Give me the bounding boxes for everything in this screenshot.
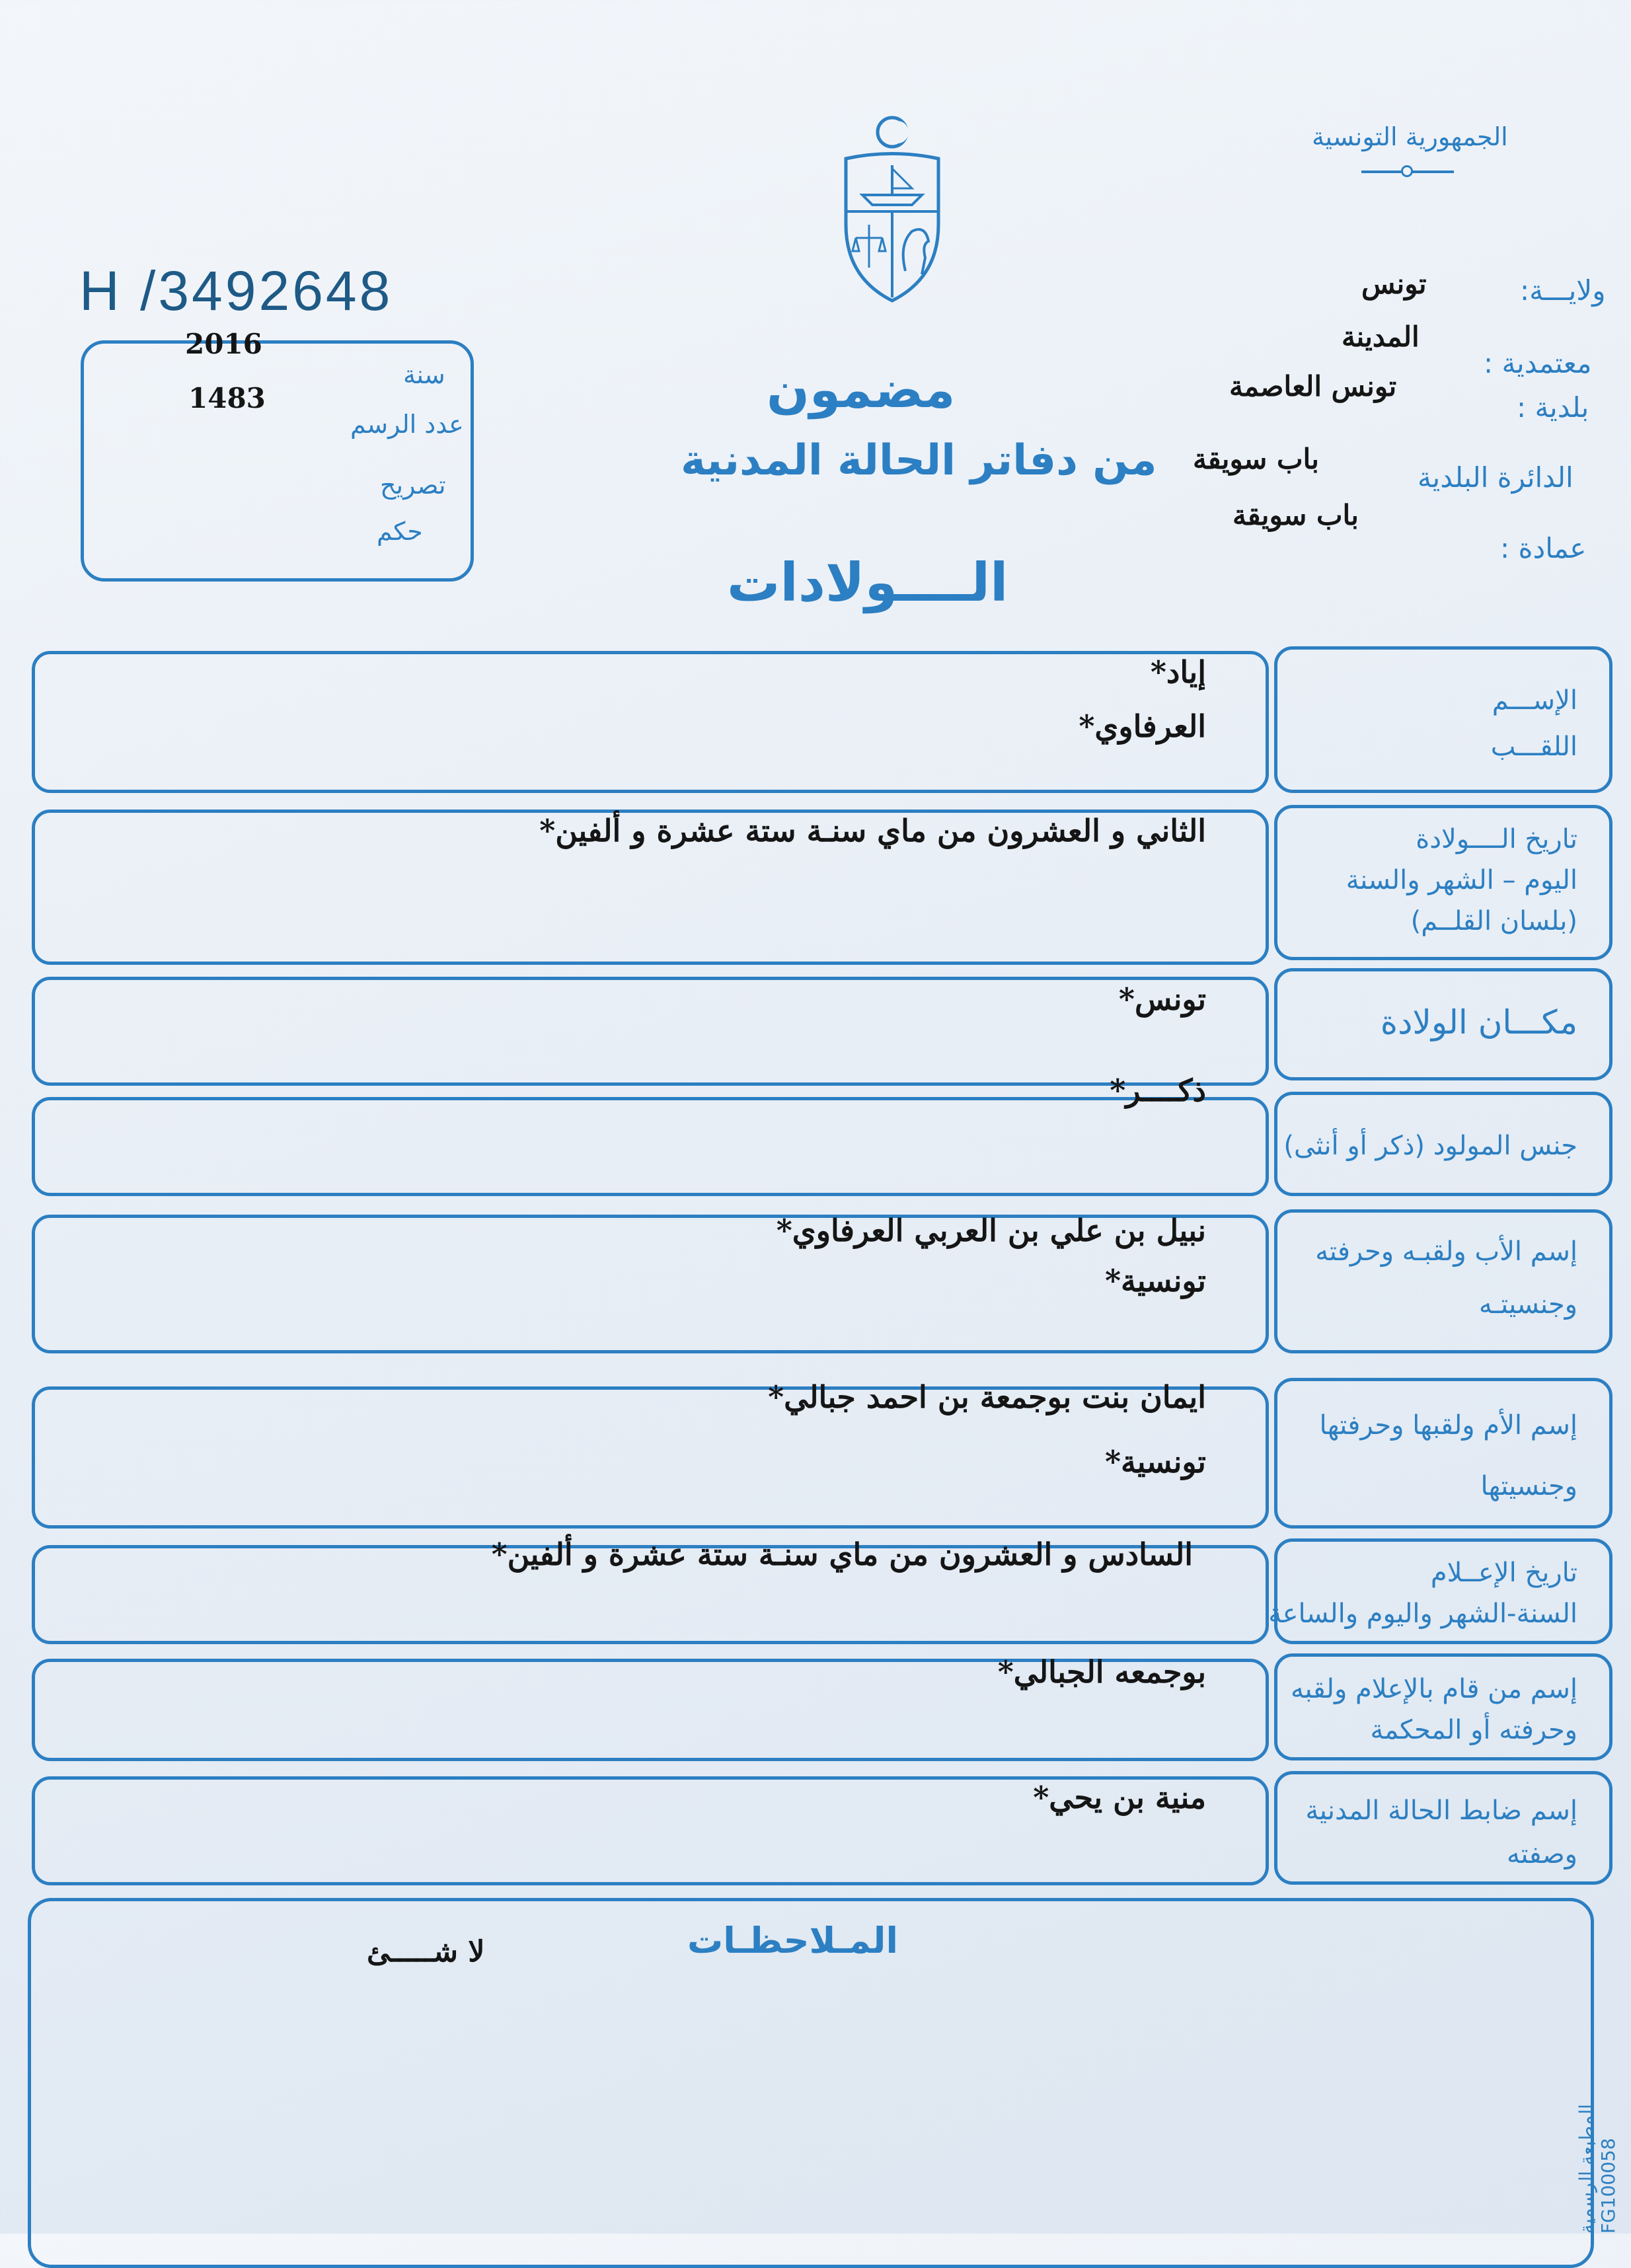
- title-births: الــــولادات: [727, 552, 1008, 613]
- declarant-occupation-label: وحرفته أو المحكمة: [1370, 1715, 1577, 1745]
- sector-label: عمادة :: [1500, 532, 1587, 564]
- district-label: الدائرة البلدية: [1418, 461, 1574, 494]
- title-content: مضمون: [767, 360, 956, 419]
- officer-value: منية بن يحي*: [1033, 1780, 1206, 1815]
- first-name-value: إياد*: [1150, 654, 1206, 690]
- name-label-box: [1274, 646, 1612, 793]
- officer-value-box: [32, 1776, 1269, 1885]
- mother-value-box: [32, 1379, 1269, 1529]
- document-serial-number: H /3492648: [79, 260, 393, 322]
- birth-place-value: تونس*: [1118, 981, 1206, 1017]
- governorate-label: ولايـــة:: [1520, 274, 1606, 307]
- delegation-value: المدينة: [1342, 321, 1420, 353]
- printer-code: المطبعة الرسمية FG100058: [1575, 2103, 1619, 2234]
- notes-label: المـلاحظـات: [687, 1920, 898, 1961]
- birth-date-label: تاريخ الــــولادة: [1416, 824, 1577, 854]
- year-value: 2016: [185, 328, 262, 360]
- officer-label: إسم ضابط الحالة المدنية: [1305, 1796, 1577, 1826]
- declarant-label: إسم من قام بالإعلام ولقبه: [1291, 1674, 1577, 1704]
- coat-of-arms-emblem: [826, 112, 958, 311]
- declaration-label: تصريح: [380, 471, 446, 500]
- officer-title-label: وصفته: [1506, 1839, 1577, 1870]
- sex-label: جنس المولود (ذكر أو أنثى): [1283, 1131, 1577, 1161]
- title-civil-registers: من دفاتر الحالة المدنية: [681, 436, 1157, 485]
- birth-date-format-label: اليوم – الشهر والسنة: [1346, 865, 1577, 895]
- header-rule-ornament: [1401, 165, 1413, 177]
- father-name-value: نبيل بن علي بن العربي العرفاوي*: [776, 1213, 1206, 1248]
- birth-date-in-words-label: (بلسان القلــم): [1410, 906, 1577, 936]
- sex-value-box: [32, 1073, 1269, 1196]
- mother-label: إسم الأم ولقبها وحرفتها: [1319, 1410, 1577, 1441]
- reg-number-label: عدد الرسم: [350, 410, 464, 439]
- declaration-date-format-label: السنة-الشهر واليوم والساعة: [1268, 1599, 1577, 1629]
- father-nationality-value: تونسية*: [1104, 1263, 1206, 1299]
- mother-label-box: [1274, 1378, 1612, 1529]
- municipality-label: بلدية :: [1517, 391, 1589, 424]
- birth-date-value: الثاني و العشرون من ماي سنـة ستة عشرة و ألفين*: [539, 813, 1206, 849]
- first-name-label: الإســـم: [1492, 685, 1577, 716]
- father-label: إسم الأب ولقبـه وحرفته: [1315, 1236, 1577, 1267]
- birth-place-value-box: [32, 977, 1269, 1086]
- municipality-value: تونس العاصمة: [1229, 370, 1397, 402]
- governorate-value: تونس: [1361, 268, 1427, 300]
- declaration-date-value-box: [32, 1536, 1269, 1644]
- declarant-value: بوجمعه الجبالي*: [997, 1654, 1206, 1690]
- declaration-date-value: السادس و العشرون من ماي سنـة ستة عشرة و ألفين*: [491, 1536, 1193, 1572]
- notes-value: لا شـــــئ: [367, 1935, 485, 1969]
- sex-label-box: [1274, 1092, 1612, 1196]
- surname-label: اللقـــب: [1490, 732, 1577, 762]
- mother-name-value: ايمان بنت بوجمعة بن احمد جبالي*: [768, 1379, 1206, 1415]
- district-value: باب سويقة: [1193, 443, 1319, 475]
- mother-nationality-label: وجنسيتها: [1480, 1471, 1577, 1501]
- judgment-label: حكم: [377, 517, 423, 546]
- father-value-box: [32, 1215, 1269, 1353]
- declaration-date-label-box: [1268, 1538, 1612, 1644]
- declaration-date-label: تاريخ الإعــلام: [1430, 1558, 1577, 1588]
- officer-label-box: [1274, 1771, 1612, 1885]
- birth-place-label-box: [1274, 968, 1612, 1080]
- delegation-label: معتمدية :: [1484, 347, 1592, 379]
- birth-date-value-box: [32, 810, 1269, 965]
- surname-value: العرفاوي*: [1079, 708, 1206, 744]
- declarant-value-box: [32, 1654, 1269, 1761]
- father-nationality-label: وجنسيتـه: [1478, 1289, 1577, 1320]
- mother-nationality-value: تونسية*: [1104, 1444, 1206, 1480]
- sex-value: ذكــــر*: [1110, 1073, 1206, 1108]
- republic-name: الجمهورية التونسية: [1312, 122, 1508, 151]
- declarant-label-box: [1274, 1653, 1612, 1760]
- birth-date-label-box: [1274, 805, 1612, 960]
- father-label-box: [1274, 1209, 1612, 1353]
- reg-number-value: 1483: [188, 382, 266, 414]
- year-label: سنة: [403, 360, 445, 389]
- birth-place-label: مكـــان الولادة: [1380, 1003, 1577, 1041]
- sector-value: باب سويقة: [1233, 499, 1359, 531]
- name-value-box: [32, 651, 1269, 793]
